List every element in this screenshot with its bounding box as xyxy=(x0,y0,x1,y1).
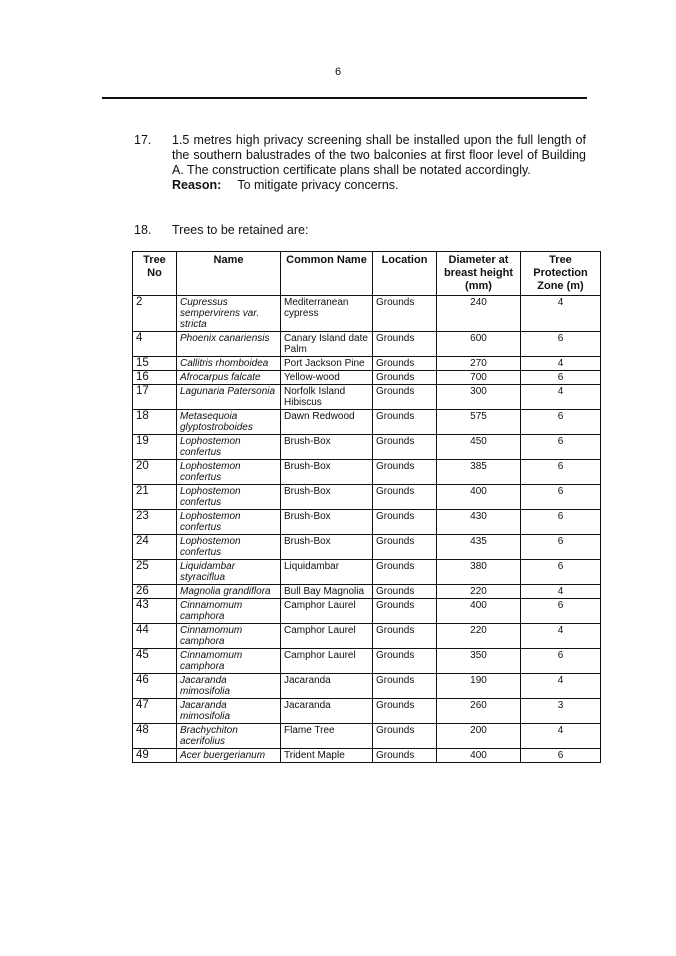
protection-zone-cell: 6 xyxy=(521,435,601,460)
common-name-cell: Norfolk Island Hibiscus xyxy=(281,385,373,410)
table-row xyxy=(133,357,601,371)
protection-zone-cell: 6 xyxy=(521,535,601,560)
common-name-cell: Mediterranean cypress xyxy=(281,296,373,332)
common-name-cell: Dawn Redwood xyxy=(281,410,373,435)
protection-zone-cell: 6 xyxy=(521,510,601,535)
item-18-text: Trees to be retained are: xyxy=(172,223,309,237)
diameter-cell: 700 xyxy=(437,371,521,385)
botanical-name-cell: Afrocarpus falcate xyxy=(177,371,281,385)
table-row xyxy=(133,699,601,724)
header-tree-no: Tree No xyxy=(133,252,177,296)
table-row xyxy=(133,332,601,357)
protection-zone-cell: 6 xyxy=(521,649,601,674)
item-17-body xyxy=(172,133,586,193)
common-name-cell: Canary Island date Palm xyxy=(281,332,373,357)
tree-no-cell: 26 xyxy=(133,585,177,599)
location-cell: Grounds xyxy=(373,535,437,560)
tree-no-cell: 17 xyxy=(133,385,177,410)
diameter-cell: 220 xyxy=(437,585,521,599)
diameter-cell: 300 xyxy=(437,385,521,410)
common-name-cell: Camphor Laurel xyxy=(281,624,373,649)
common-name-cell: Brush-Box xyxy=(281,510,373,535)
table-row xyxy=(133,410,601,435)
botanical-name-cell: Lagunaria Patersonia xyxy=(177,385,281,410)
tree-no-cell: 16 xyxy=(133,371,177,385)
diameter-cell: 190 xyxy=(437,674,521,699)
diameter-cell: 270 xyxy=(437,357,521,371)
table-row xyxy=(133,724,601,749)
table-row xyxy=(133,674,601,699)
location-cell: Grounds xyxy=(373,460,437,485)
location-cell: Grounds xyxy=(373,485,437,510)
botanical-name-cell: Metasequoia glyptostroboides xyxy=(177,410,281,435)
common-name-cell: Jacaranda xyxy=(281,699,373,724)
table-row xyxy=(133,371,601,385)
botanical-name-cell: Liquidambar styraciflua xyxy=(177,560,281,585)
botanical-name-cell: Brachychiton acerifolius xyxy=(177,724,281,749)
tree-no-cell: 20 xyxy=(133,460,177,485)
header-rule xyxy=(102,97,587,99)
protection-zone-cell: 6 xyxy=(521,460,601,485)
diameter-cell: 400 xyxy=(437,599,521,624)
common-name-cell: Yellow-wood xyxy=(281,371,373,385)
trees-table xyxy=(132,251,601,763)
tree-no-cell: 44 xyxy=(133,624,177,649)
table-row xyxy=(133,435,601,460)
botanical-name-cell: Lophostemon confertus xyxy=(177,485,281,510)
common-name-cell: Camphor Laurel xyxy=(281,599,373,624)
table-row xyxy=(133,385,601,410)
tree-no-cell: 2 xyxy=(133,296,177,332)
tree-no-cell: 24 xyxy=(133,535,177,560)
protection-zone-cell: 4 xyxy=(521,296,601,332)
botanical-name-cell: Cinnamomum camphora xyxy=(177,624,281,649)
table-row xyxy=(133,560,601,585)
location-cell: Grounds xyxy=(373,585,437,599)
header-diameter: Diameter at breast height (mm) xyxy=(437,252,521,296)
page-number: 6 xyxy=(334,66,342,78)
header-common-name: Common Name xyxy=(281,252,373,296)
diameter-cell: 385 xyxy=(437,460,521,485)
reason-label: Reason: xyxy=(172,178,222,192)
item-17-number: 17. xyxy=(134,133,152,147)
protection-zone-cell: 6 xyxy=(521,332,601,357)
location-cell: Grounds xyxy=(373,749,437,763)
header-name: Name xyxy=(177,252,281,296)
protection-zone-cell: 4 xyxy=(521,385,601,410)
table-row xyxy=(133,460,601,485)
common-name-cell: Brush-Box xyxy=(281,535,373,560)
location-cell: Grounds xyxy=(373,724,437,749)
diameter-cell: 350 xyxy=(437,649,521,674)
tree-no-cell: 15 xyxy=(133,357,177,371)
tree-no-cell: 47 xyxy=(133,699,177,724)
protection-zone-cell: 6 xyxy=(521,410,601,435)
protection-zone-cell: 4 xyxy=(521,357,601,371)
table-row xyxy=(133,749,601,763)
table-row xyxy=(133,624,601,649)
diameter-cell: 600 xyxy=(437,332,521,357)
location-cell: Grounds xyxy=(373,649,437,674)
botanical-name-cell: Cupressus sempervirens var. stricta xyxy=(177,296,281,332)
tree-no-cell: 23 xyxy=(133,510,177,535)
botanical-name-cell: Lophostemon confertus xyxy=(177,510,281,535)
diameter-cell: 430 xyxy=(437,510,521,535)
diameter-cell: 400 xyxy=(437,749,521,763)
botanical-name-cell: Lophostemon confertus xyxy=(177,460,281,485)
location-cell: Grounds xyxy=(373,435,437,460)
location-cell: Grounds xyxy=(373,385,437,410)
protection-zone-cell: 6 xyxy=(521,371,601,385)
protection-zone-cell: 6 xyxy=(521,749,601,763)
botanical-name-cell: Magnolia grandiflora xyxy=(177,585,281,599)
table-row xyxy=(133,535,601,560)
protection-zone-cell: 6 xyxy=(521,485,601,510)
common-name-cell: Camphor Laurel xyxy=(281,649,373,674)
location-cell: Grounds xyxy=(373,560,437,585)
tree-no-cell: 4 xyxy=(133,332,177,357)
location-cell: Grounds xyxy=(373,371,437,385)
common-name-cell: Brush-Box xyxy=(281,460,373,485)
table-row xyxy=(133,585,601,599)
table-row xyxy=(133,510,601,535)
common-name-cell: Bull Bay Magnolia xyxy=(281,585,373,599)
location-cell: Grounds xyxy=(373,332,437,357)
common-name-cell: Liquidambar xyxy=(281,560,373,585)
table-row xyxy=(133,649,601,674)
table-row xyxy=(133,599,601,624)
location-cell: Grounds xyxy=(373,699,437,724)
tree-no-cell: 25 xyxy=(133,560,177,585)
tree-no-cell: 48 xyxy=(133,724,177,749)
location-cell: Grounds xyxy=(373,410,437,435)
tree-no-cell: 21 xyxy=(133,485,177,510)
header-location: Location xyxy=(373,252,437,296)
tree-no-cell: 45 xyxy=(133,649,177,674)
botanical-name-cell: Phoenix canariensis xyxy=(177,332,281,357)
diameter-cell: 240 xyxy=(437,296,521,332)
common-name-cell: Brush-Box xyxy=(281,485,373,510)
diameter-cell: 435 xyxy=(437,535,521,560)
common-name-cell: Jacaranda xyxy=(281,674,373,699)
protection-zone-cell: 4 xyxy=(521,724,601,749)
diameter-cell: 450 xyxy=(437,435,521,460)
tree-no-cell: 49 xyxy=(133,749,177,763)
common-name-cell: Port Jackson Pine xyxy=(281,357,373,371)
reason-row xyxy=(172,178,586,193)
location-cell: Grounds xyxy=(373,357,437,371)
protection-zone-cell: 4 xyxy=(521,585,601,599)
tree-no-cell: 19 xyxy=(133,435,177,460)
location-cell: Grounds xyxy=(373,674,437,699)
protection-zone-cell: 6 xyxy=(521,599,601,624)
diameter-cell: 575 xyxy=(437,410,521,435)
diameter-cell: 380 xyxy=(437,560,521,585)
common-name-cell: Flame Tree xyxy=(281,724,373,749)
common-name-cell: Trident Maple xyxy=(281,749,373,763)
diameter-cell: 220 xyxy=(437,624,521,649)
protection-zone-cell: 4 xyxy=(521,624,601,649)
botanical-name-cell: Callitris rhomboidea xyxy=(177,357,281,371)
table-row xyxy=(133,296,601,332)
diameter-cell: 200 xyxy=(437,724,521,749)
location-cell: Grounds xyxy=(373,510,437,535)
botanical-name-cell: Cinnamomum camphora xyxy=(177,649,281,674)
diameter-cell: 400 xyxy=(437,485,521,510)
tree-no-cell: 46 xyxy=(133,674,177,699)
location-cell: Grounds xyxy=(373,296,437,332)
item-18-number: 18. xyxy=(134,223,152,237)
botanical-name-cell: Lophostemon confertus xyxy=(177,535,281,560)
botanical-name-cell: Lophostemon confertus xyxy=(177,435,281,460)
common-name-cell: Brush-Box xyxy=(281,435,373,460)
botanical-name-cell: Acer buergerianum xyxy=(177,749,281,763)
header-protection-zone: Tree Protection Zone (m) xyxy=(521,252,601,296)
botanical-name-cell: Jacaranda mimosifolia xyxy=(177,674,281,699)
tree-no-cell: 18 xyxy=(133,410,177,435)
table-header-row xyxy=(133,252,601,296)
reason-text: To mitigate privacy concerns. xyxy=(237,178,399,192)
diameter-cell: 260 xyxy=(437,699,521,724)
table-row xyxy=(133,485,601,510)
item-17-text: 1.5 metres high privacy screening shall be installed upon the full length of the southern balustrades of the two balconies at first floor level of Building A. The construction certificate plans shall be notated accordingly. xyxy=(172,133,586,177)
tree-no-cell: 43 xyxy=(133,599,177,624)
protection-zone-cell: 4 xyxy=(521,674,601,699)
botanical-name-cell: Jacaranda mimosifolia xyxy=(177,699,281,724)
botanical-name-cell: Cinnamomum camphora xyxy=(177,599,281,624)
protection-zone-cell: 6 xyxy=(521,560,601,585)
table-body xyxy=(133,296,601,763)
protection-zone-cell: 3 xyxy=(521,699,601,724)
location-cell: Grounds xyxy=(373,624,437,649)
location-cell: Grounds xyxy=(373,599,437,624)
